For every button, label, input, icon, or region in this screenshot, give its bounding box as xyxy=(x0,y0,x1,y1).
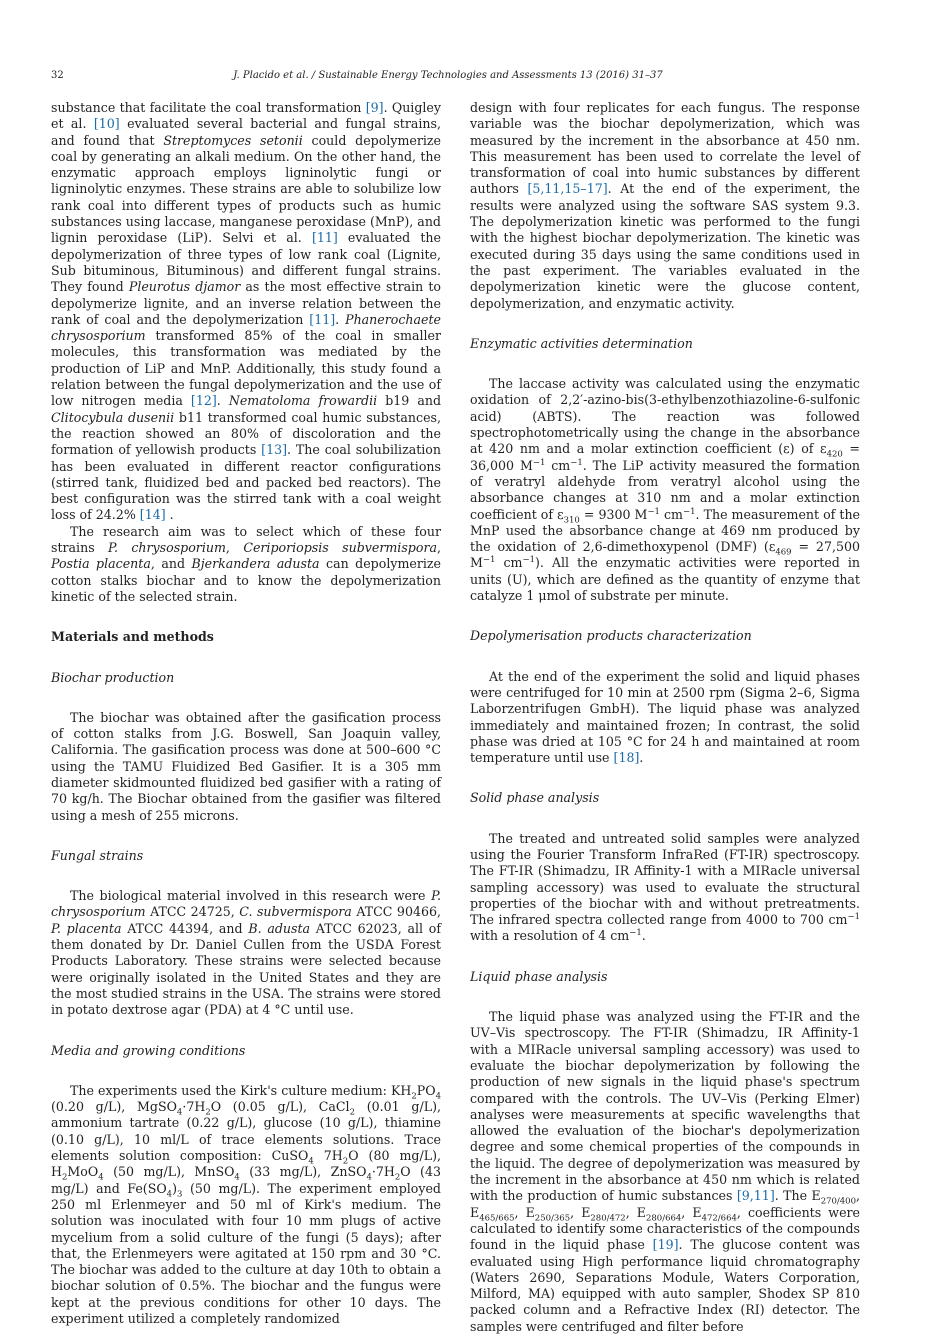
design-paragraph: design with four replicates for each fungus. The response variable was the biochar depolymerization, which was measured by the increment in the absorbance at 450 nm. This measurement has been used to correlate the level of transformation of coal into humic substances by different authors [5,11,15–17]. At the end of the experiment, the results were analyzed using the software SAS system 9.3. The depolymerization kinetic was performed to the fungi with the highest biochar depolymerization. The kinetic was executed during 35 days using the same conditions used in the past experiment. The variables evaluated in the depolymerization kinetic were the glucose content, depolymerization, and enzymatic activity. xyxy=(470,100,861,311)
page-number: 32 xyxy=(51,70,64,81)
subsection-heading-media: Media and growing conditions xyxy=(51,1042,246,1058)
citation-link[interactable]: [11] xyxy=(309,311,336,327)
section-heading-methods: Materials and methods xyxy=(51,629,214,645)
subsection-heading-strains: Fungal strains xyxy=(51,847,144,863)
subsection-heading-biochar: Biochar production xyxy=(51,669,175,685)
intro-paragraph-1: substance that facilitate the coal transformation [9]. Quigley et al. [10] evaluated several bacterial and fungal strains, and found that Streptomyces setonii could depolymerize coal by generating an alkali medium. On the other hand, the enzymatic approach employs ligninolytic fungi or ligninolytic enzymes. These strains are able to solubilize low rank coal into different types of products such as humic substances using laccase, manganese peroxidase (MnP), and lignin peroxidase (LiP). Selvi et al. [11] evaluated the depolymerization of three types of low rank coal (Lignite, Sub bituminous, Bituminous) and different fungal strains. They found Pleurotus djamor as the most effective strain to depolymerize lignite, and an inverse relation between the rank of coal and the depolymerization [11]. Phanerochaete chrysosporium transformed 85% of the coal in smaller molecules, this transformation was mediated by the production of LiP and MnP. Additionally, this study found a relation between the fungal depolymerization and the use of low nitrogen media [12]. Nematoloma frowardii b19 and Clitocybula dusenii b11 transformed coal humic substances, the reaction showed an 80% of discoloration and the formation of yellowish products [13]. The coal solubilization has been evaluated in different reactor configurations (stirred tank, fluidized bed and packed bed reactors). The best configuration was the stirred tank with a coal weight loss of 24.2% [14] . xyxy=(51,100,441,523)
liquid-paragraph: The liquid phase was analyzed using the FT-IR and the UV–Vis spectroscopy. The FT-IR (Shimadzu, IR Affinity-1 with a MIRacle universal sampling accessory) was used to evaluate the biochar depolymerization by following the production of new signals in the liquid phase's spectrum compared with the controls. The UV–Vis (Perking Elmer) analyses were measurements at specific wavelengths that allowed the evaluation of the biochar's depolymerization degree and some chemical properties of the compounds in the liquid. The degree of depolymerization was measured by the increment in the absorbance at 450 nm which is related with the production of humic substances [9,11]. The $E_{270/400}$, $E_{465/665}$, $E_{250/365}$, $E_{280/472}$, $E_{280/664}$, $E_{472/664}$, coefficients were calculated to identify some characteristics of the compounds found in the liquid phase [19]. The glucose content was evaluated using High performance liquid chromatography (Waters 2690, Separations Module, Waters Corporation, Milford, MA) equipped with auto sampler, Shodex SP 810 packed column and a Refractive Index (RI) detector. The samples were centrifuged and filter before xyxy=(470,1009,861,1334)
citation-link[interactable]: [9,11] xyxy=(736,1188,775,1204)
media-paragraph: The experiments used the Kirk's culture medium: $KH_2PO_4$ (0.20 g/L), $MgSO_4\cdot 7H_2O$ (0.05 g/L), CaCl$_2$ (0.01 g/L), ammonium tartrate (0.22 g/L), glucose (10 g/L), thiamine (0.10 g/L), 10 ml/L of trace elements solutions. Trace elements solution composition: CuSO$_4$ $7H_2O$ (80 mg/L), $H_2MoO_4$ (50 mg/L), MnSO$_4$ (33 mg/L), $ZnSO_4\cdot 7H_2O$ (43 mg/L) and $Fe(SO_4)_3$ (50 mg/L). The experiment employed 250 ml Erlenmeyer and 50 ml of Kirk's medium. The solution was inoculated with four 10 mm plugs of active mycelium from a solid culture of the fungi (5 days); after that, the Erlenmeyers were agitated at 150 rpm and 30 °C. The biochar was added to the culture at day 10th to obtain a biochar solution of 0.5%. The biochar and the fungus were kept at the previous conditions for other 10 days. The experiment utilized a completely randomized xyxy=(51,1082,442,1326)
depolymerisation-paragraph: At the end of the experiment the solid and liquid phases were centrifuged for 10 min at 2500 rpm (Sigma 2–6, Sigma Laborzentrifugen GmbH). The liquid phase was analyzed immediately and maintained frozen; In contrast, the solid phase was dried at 105 °C for 24 h and maintained at room temperature until use [18]. xyxy=(470,668,860,766)
journal-citation: J. Placido et al. / Sustainable Energy Technologies and Assessments 13 (2016) 31–37 xyxy=(233,70,663,81)
enzymatic-paragraph: The laccase activity was calculated using the enzymatic oxidation of 2,2′-azino-bis(3-ethylbenzothiazoline-6-sulfonic acid) (ABTS). The reaction was followed spectrophotometrically using the change in the absorbance at 420 nm and a molar extinction coefficient (ε) of $\varepsilon_{420} = 36,000$ $M^{-1}$ $cm^{-1}$. The LiP activity measured the formation of veratryl aldehyde from veratryl alcohol using the absorbance changes at 310 nm and a molar extinction coefficient of $\varepsilon_{310} = 9300$ $M^{-1}$ $cm^{-1}$. The measurement of the MnP used the absorbance change at 469 nm produced by the oxidation of 2,6-dimethoxypenol (DMF) ($\varepsilon_{469} = 27,500$ $M^{-1}$ $cm^{-1}$). All the enzymatic activities were reported in units (U), which are defined as the quantity of enzyme that catalyze 1 μmol of substrate per minute. xyxy=(470,376,861,604)
citation-link[interactable]: [10] xyxy=(93,116,120,132)
subsection-heading-depolymerisation: Depolymerisation products characterization xyxy=(470,628,752,644)
citation-link[interactable]: [11] xyxy=(311,230,338,246)
subsection-heading-liquid: Liquid phase analysis xyxy=(470,968,608,984)
citation-link[interactable]: [12] xyxy=(190,393,217,409)
intro-paragraph-2: The research aim was to select which of these four strains P. chrysosporium, Ceriporiopsis subvermispora, Postia placenta, and Bjerkandera adusta can depolymerize cotton stalks biochar and to know the depolymerization kinetic of the selected strain. xyxy=(51,523,441,604)
citation-link[interactable]: [9] xyxy=(365,100,384,115)
solid-paragraph: The treated and untreated solid samples were analyzed using the Fourier Transform InfraRed (FT-IR) spectroscopy. The FT-IR (Shimadzu, IR Affinity-1 with a MIRacle universal sampling accessory) was used to evaluate the structural properties of the biochar with and without pretreatments. The infrared spectra collected range from 4000 to 700 $cm^{-1}$ with a resolution of 4 $cm^{-1}$. xyxy=(470,830,860,944)
strains-paragraph: The biological material involved in this research were P. chrysosporium ATCC 24725, C. subvermispora ATCC 90466, P. placenta ATCC 44394, and B. adusta ATCC 62023, all of them donated by Dr. Daniel Cullen from the USDA Forest Products Laboratory. These strains were selected because were originally isolated in the United States and they are the most studied strains in the USA. The strains were stored in potato dextrose agar (PDA) at 4 °C until use. xyxy=(51,888,442,1018)
subsection-heading-enzymatic: Enzymatic activities determination xyxy=(470,335,693,351)
citation-link[interactable]: [19] xyxy=(652,1237,679,1253)
subsection-heading-solid: Solid phase analysis xyxy=(470,790,600,806)
left-column xyxy=(51,100,441,1327)
biochar-paragraph: The biochar was obtained after the gasification process of cotton stalks from J.G. Boswell, San Joaquin valley, California. The gasification process was done at 500–600 °C using the TAMU Fluidized Bed Gasifier. It is a 305 mm diameter skidmounted fluidized bed gasifier with a rating of 70 kg/h. The Biochar obtained from the gasifier was filtered using a mesh of 255 microns. xyxy=(51,709,441,823)
right-column xyxy=(470,100,860,1335)
citation-link[interactable]: [5,11,15–17] xyxy=(527,181,608,197)
citation-link[interactable]: [14] xyxy=(139,507,166,523)
running-header xyxy=(51,70,845,84)
citation-link[interactable]: [13] xyxy=(261,442,288,458)
citation-link[interactable]: [18] xyxy=(613,750,640,766)
